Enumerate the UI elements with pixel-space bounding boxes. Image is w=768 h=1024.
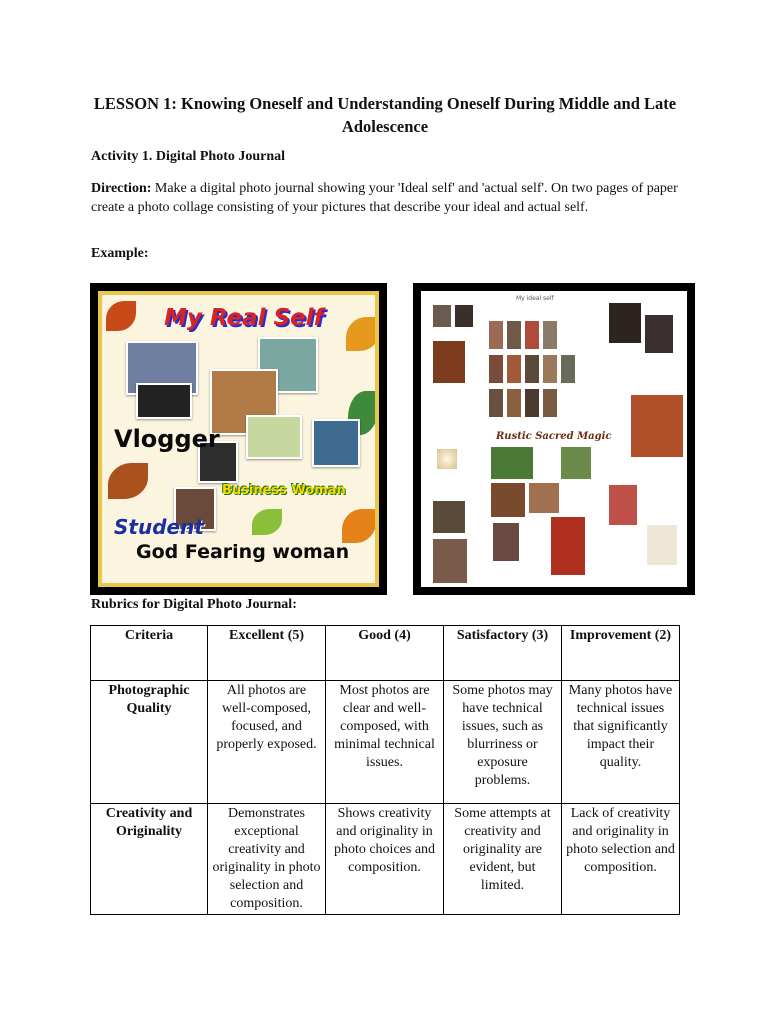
fashion-photo	[543, 389, 557, 417]
direction-paragraph	[91, 179, 681, 217]
satisfactory-cell: Some photos may have technical issues, such as blurriness or exposure problems.	[444, 681, 562, 804]
interior-photo	[491, 483, 525, 517]
fashion-photo	[507, 321, 521, 349]
fashion-photo	[525, 355, 539, 383]
excellent-cell: All photos are well-composed, focused, and properly exposed.	[208, 681, 326, 804]
fashion-photo	[543, 321, 557, 349]
portrait-photo	[433, 341, 465, 383]
business-photo	[312, 419, 360, 467]
improvement-cell: Lack of creativity and originality in photo selection and composition.	[562, 804, 680, 915]
fashion-photo	[543, 355, 557, 383]
god-fearing-label: God Fearing woman	[136, 541, 350, 563]
vlogger-label: Vlogger	[114, 425, 220, 453]
portrait-photo	[631, 395, 683, 457]
activity-title: Activity 1. Digital Photo Journal	[91, 149, 286, 164]
table-row	[91, 804, 680, 915]
portrait-photo	[551, 517, 585, 575]
portrait-photo	[455, 305, 473, 327]
satisfactory-cell: Some attempts at creativity and originality are evident, but limited.	[444, 804, 562, 915]
criteria-cell: Creativity and Originality	[91, 804, 208, 915]
green-leaf-image	[252, 509, 282, 535]
portrait-photo	[493, 523, 519, 561]
fashion-photo	[489, 355, 503, 383]
fashion-photo	[525, 321, 539, 349]
portrait-photo	[609, 303, 641, 343]
rustic-heading: Rustic Sacred Magic	[496, 431, 612, 442]
good-cell: Shows creativity and originality in photo choices and composition.	[326, 804, 444, 915]
business-woman-label: Business Woman	[222, 483, 346, 498]
dancer-photo	[647, 525, 677, 565]
rubric-header-row	[91, 626, 680, 681]
criteria-cell: Photographic Quality	[91, 681, 208, 804]
rubric-title: Rubrics for Digital Photo Journal:	[91, 597, 297, 612]
table-row	[91, 681, 680, 804]
portrait-photo	[609, 485, 637, 525]
ideal-self-collage	[413, 283, 695, 595]
direction-label: Direction:	[91, 181, 152, 196]
page-title: LESSON 1: Knowing Oneself and Understanding Oneself During Middle and Late Adolescence	[93, 94, 677, 136]
real-self-collage-canvas	[98, 291, 379, 587]
example-label: Example:	[91, 246, 149, 261]
header-satisfactory: Satisfactory (3)	[444, 626, 562, 681]
header-excellent: Excellent (5)	[208, 626, 326, 681]
fashion-photo	[561, 355, 575, 383]
fashion-photo	[507, 355, 521, 383]
good-cell: Most photos are clear and well-composed, with minimal technical issues.	[326, 681, 444, 804]
portrait-photo	[433, 501, 465, 533]
header-good: Good (4)	[326, 626, 444, 681]
portrait-photo	[433, 305, 451, 327]
fashion-photo	[489, 321, 503, 349]
portrait-photo	[645, 315, 673, 353]
sun-photo	[437, 449, 457, 469]
direction-text: Make a digital photo journal showing your 'Ideal self' and 'actual self'. On two pages of paper create a photo collage consisting of your pictures that describe your ideal and actual self.	[91, 181, 678, 215]
fashion-photo	[507, 389, 521, 417]
forest-photo	[491, 447, 533, 479]
header-criteria: Criteria	[91, 626, 208, 681]
excellent-cell: Demonstrates exceptional creativity and originality in photo selection and composition.	[208, 804, 326, 915]
forest-photo	[561, 447, 591, 479]
interior-photo	[529, 483, 559, 513]
cooking-photo	[136, 383, 192, 419]
autumn-leaf-image	[346, 317, 379, 351]
autumn-leaf-image	[342, 509, 376, 543]
improvement-cell: Many photos have technical issues that significantly impact their quality.	[562, 681, 680, 804]
autumn-leaf-image	[108, 463, 148, 499]
real-self-collage	[90, 283, 387, 595]
portrait-photo	[433, 539, 467, 583]
ideal-self-collage-canvas	[421, 291, 687, 587]
fashion-photo	[489, 389, 503, 417]
real-self-title: My Real Self	[164, 305, 324, 331]
fashion-photo	[525, 389, 539, 417]
rubric-table	[90, 625, 680, 915]
autumn-leaf-image	[106, 301, 136, 331]
studying-photo	[246, 415, 302, 459]
student-label: Student	[114, 515, 204, 539]
header-improvement: Improvement (2)	[562, 626, 680, 681]
ideal-self-title: My ideal self	[516, 295, 554, 302]
